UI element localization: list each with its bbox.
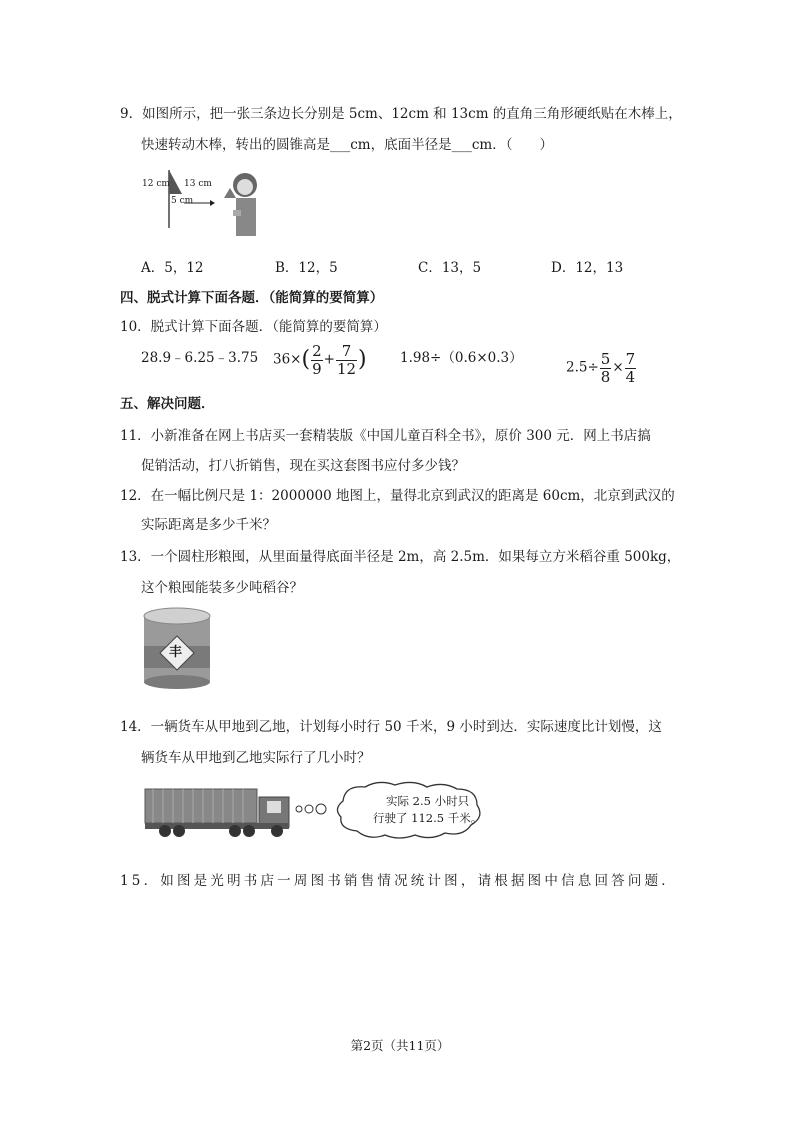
cloud-text-line2: 行驶了 112.5 千米。 [373, 811, 483, 825]
section4-title: 四、脱式计算下面各题．（能简算的要简算） [120, 290, 384, 306]
plus-sign: + [323, 351, 335, 368]
q9-option-a: A．5，12 [141, 260, 204, 276]
q9-figure [140, 170, 280, 240]
q9-line1: 9．如图所示，把一张三条边长分别是 5cm、12cm 和 13cm 的直角三角形硬纸贴在木棒上， [120, 106, 682, 122]
q10-expr2: 36×( $\frac{2}{9}$ + $\frac{7}{12}$ ) [273, 342, 367, 378]
frac-den: 4 [625, 367, 636, 386]
frac-den: 8 [600, 367, 611, 386]
frac-num: 7 [336, 343, 357, 361]
expr2-prefix: 36× [273, 351, 302, 368]
section5-title: 五、解决问题． [120, 396, 215, 412]
q13-line2: 这个粮囤能装多少吨稻谷？ [141, 580, 303, 596]
q11-line2: 促销活动，打八折销售，现在买这套图书应付多少钱？ [141, 458, 465, 474]
q10-stem: 10．脱式计算下面各题．（能简算的要简算） [120, 319, 387, 335]
fig-label-13cm: 13 cm [184, 179, 212, 189]
times-sign: × [612, 359, 624, 376]
frac-num: 5 [600, 350, 611, 368]
fraction-7-4 [625, 351, 637, 385]
q9-option-c: C．13，5 [418, 260, 482, 276]
truck-icon [143, 779, 533, 841]
q15-line1: 15．如图是光明书店一周图书销售情况统计图，请根据图中信息回答问题． [120, 873, 678, 889]
expr4-prefix: 2.5÷ [566, 359, 599, 376]
fraction-2-9 [311, 343, 323, 377]
q9-option-b: B．12，5 [275, 260, 338, 276]
q10-expr1: 28.9﹣6.25﹣3.75 [141, 350, 259, 366]
q13-line1: 13．一个圆柱形粮囤，从里面量得底面半径是 2m，高 2.5m．如果每立方米稻谷重 500kg， [120, 549, 681, 565]
granary-cylinder-figure [142, 606, 212, 690]
fraction-5-8 [600, 351, 612, 385]
truck-figure [143, 779, 533, 841]
fig-label-12cm: 12 cm [142, 179, 170, 189]
cloud-text-line1: 实际 2.5 小时只 [386, 794, 470, 808]
q9-option-d: D．12，13 [551, 260, 624, 276]
q10-expr4 [566, 351, 637, 385]
fig-label-5cm: 5 cm [171, 196, 194, 206]
page-footer: 第2页（共11页） [350, 1038, 450, 1053]
granary-char: 丰 [169, 645, 183, 660]
q9-line2: 快速转动木棒，转出的圆锥高是___cm，底面半径是___cm．（ ） [141, 137, 553, 153]
frac-num: 2 [312, 342, 322, 360]
q12-line1: 12．在一幅比例尺是 1：2000000 地图上，量得北京到武汉的距离是 60cm，北京到武汉的 [120, 488, 675, 504]
fraction-7-12 [336, 343, 357, 377]
q11-line1: 11．小新准备在网上书店买一套精装版《中国儿童百科全书》，原价 300 元．网上书店搞 [120, 428, 651, 444]
q10-expr3: 1.98÷（0.6×0.3） [400, 350, 523, 366]
frac-num: 7 [625, 350, 636, 368]
q14-line1: 14．一辆货车从甲地到乙地，计划每小时行 50 千米，9 小时到达．实际速度比计划慢，这 [120, 719, 662, 735]
q14-line2: 辆货车从甲地到乙地实际行了几小时？ [141, 750, 371, 766]
frac-den: 12 [336, 359, 357, 378]
q12-line2: 实际距离是多少千米？ [141, 517, 276, 533]
frac-den: 9 [312, 359, 322, 378]
